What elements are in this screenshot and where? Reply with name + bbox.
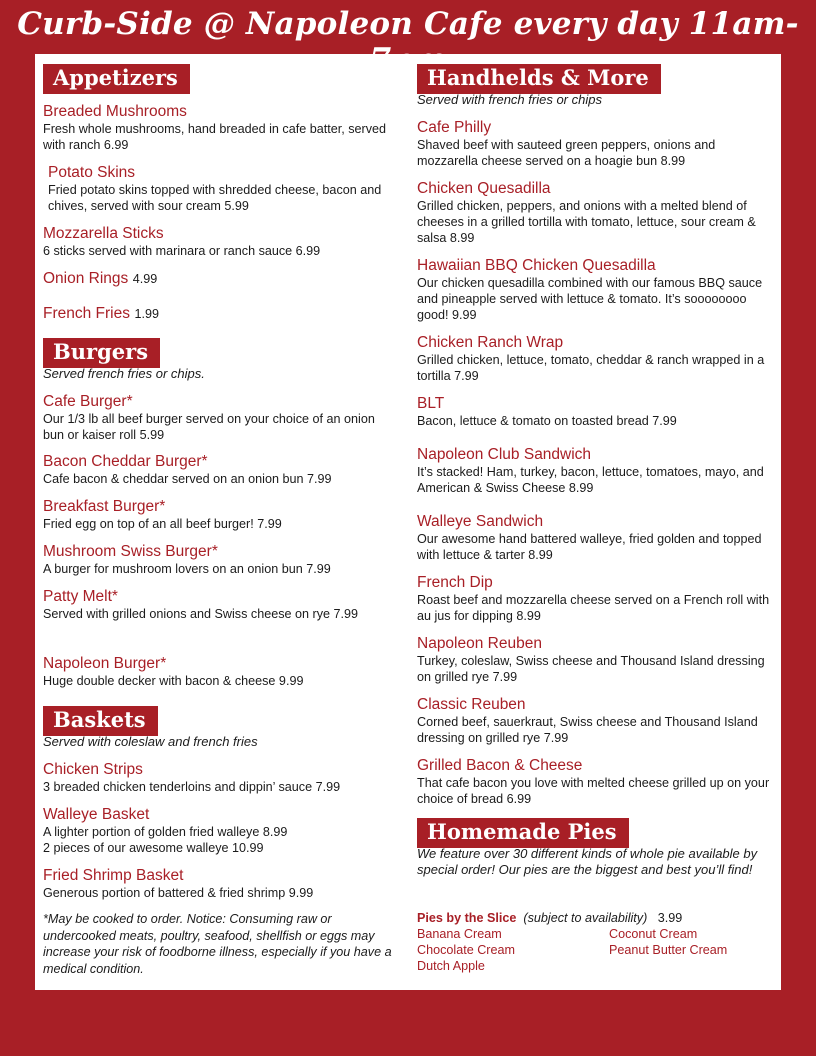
item-name: Chicken Strips [43, 761, 143, 778]
item-description: 6 sticks served with marinara or ranch sauce 6.99 [43, 244, 321, 258]
item-description: Turkey, coleslaw, Swiss cheese and Thousand Island dressing on grilled rye 7.99 [417, 654, 765, 684]
item-name: Potato Skins [48, 164, 136, 181]
food-safety-disclaimer: *May be cooked to order. Notice: Consuming raw or undercooked meats, poultry, seafood, shellfish or eggs may increase your risk of foodborne illness, especially if you have a medical condition. [43, 912, 392, 976]
item-name: Chicken Ranch Wrap [417, 334, 564, 351]
pies-slice-price: 3.99 [657, 911, 683, 925]
menu-headline: Curb-Side @ Napoleon Cafe every day 11am- [17, 6, 799, 42]
item-description: A burger for mushroom lovers on an onion bun 7.99 [43, 562, 331, 576]
pies-slice-note: (subject to availability) [523, 911, 648, 925]
menu-item [43, 867, 399, 901]
appetizers-title: Appetizers [43, 64, 190, 94]
menu-item [417, 635, 777, 685]
item-price: 4.99 [132, 272, 158, 286]
item-description: Huge double decker with bacon & cheese 9.99 [43, 674, 304, 688]
item-description: Shaved beef with sauteed green peppers, onions and mozzarella cheese served on a hoagie bun 8.99 [417, 138, 716, 168]
item-name: Napoleon Reuben [417, 635, 542, 652]
item-name: Chicken Quesadilla [417, 180, 551, 197]
item-name: BLT [417, 395, 445, 412]
item-price: 1.99 [134, 307, 159, 321]
menu-item [43, 305, 399, 323]
item-name: Bacon Cheddar Burger* [43, 453, 208, 470]
menu-item [43, 806, 399, 856]
handhelds-title: Handhelds & More [417, 64, 661, 94]
item-name: Walleye Basket [43, 806, 150, 823]
pie-flavor: Dutch Apple [417, 959, 485, 973]
baskets-note: Served with coleslaw and french fries [43, 734, 258, 749]
item-name: Hawaiian BBQ Chicken Quesadilla [417, 257, 656, 274]
handhelds-note: Served with french fries or chips [417, 92, 602, 107]
menu-item [417, 446, 777, 496]
pie-flavor-list [417, 926, 777, 974]
item-description: Served with grilled onions and Swiss cheese on rye 7.99 [43, 607, 359, 621]
menu-panel [35, 54, 781, 990]
item-description: Fresh whole mushrooms, hand breaded in cafe batter, served with ranch 6.99 [43, 122, 387, 152]
item-name: Napoleon Burger* [43, 655, 167, 672]
burgers-heading [43, 338, 399, 368]
menu-item [417, 119, 777, 169]
item-name: Mozzarella Sticks [43, 225, 164, 242]
item-description: Grilled chicken, lettuce, tomato, cheddar & ranch wrapped in a tortilla 7.99 [417, 353, 765, 383]
menu-item [417, 334, 777, 384]
item-description: Cafe bacon & cheddar served on an onion bun 7.99 [43, 472, 332, 486]
pies-slice-label: Pies by the Slice [417, 911, 517, 925]
item-description: Fried egg on top of an all beef burger! 7.99 [43, 517, 282, 531]
pies-note: We feature over 30 different kinds of whole pie available by special order! Our pies are the biggest and best you’ll find! [417, 846, 758, 877]
menu-item [417, 180, 777, 246]
pies-heading [417, 818, 777, 848]
item-description: 2 pieces of our awesome walleye 10.99 [43, 841, 264, 855]
item-name: Walleye Sandwich [417, 513, 544, 530]
item-description: Grilled chicken, peppers, and onions with a melted blend of cheeses in a grilled tortilla with tomato, lettuce, sour cream & salsa 8.99 [417, 199, 756, 245]
item-name: Classic Reuben [417, 696, 526, 713]
menu-item [43, 393, 399, 443]
item-name: Napoleon Club Sandwich [417, 446, 592, 463]
handhelds-heading [417, 64, 777, 94]
item-description: Fried potato skins topped with shredded cheese, bacon and chives, served with sour cream 5.99 [48, 183, 382, 213]
menu-item [43, 543, 399, 577]
burgers-note: Served french fries or chips. [43, 366, 205, 381]
item-name: Breakfast Burger* [43, 498, 166, 515]
menu-item [417, 574, 777, 624]
item-description: Generous portion of battered & fried shrimp 9.99 [43, 886, 314, 900]
item-description: Our chicken quesadilla combined with our famous BBQ sauce and pineapple served with lettuce & tomato. It’s soooooooo good! 9.99 [417, 276, 763, 322]
pies-title: Homemade Pies [417, 818, 629, 848]
item-description: It’s stacked! Ham, turkey, bacon, lettuce, tomatoes, mayo, and American & Swiss Cheese 8.99 [417, 465, 764, 495]
item-name: Grilled Bacon & Cheese [417, 757, 583, 774]
item-name: Cafe Burger* [43, 393, 133, 410]
menu-item [417, 257, 777, 323]
pie-flavor: Banana Cream [417, 927, 502, 941]
item-description: Corned beef, sauerkraut, Swiss cheese and Thousand Island dressing on grilled rye 7.99 [417, 715, 758, 745]
pies-by-slice [417, 910, 777, 926]
item-name: Mushroom Swiss Burger* [43, 543, 218, 560]
item-description: A lighter portion of golden fried walleye 8.99 [43, 825, 288, 839]
item-description: Bacon, lettuce & tomato on toasted bread 7.99 [417, 414, 677, 428]
menu-item [43, 103, 399, 153]
item-name: Fried Shrimp Basket [43, 867, 184, 884]
baskets-heading [43, 706, 399, 736]
item-description: Our awesome hand battered walleye, fried golden and topped with lettuce & tarter 8.99 [417, 532, 762, 562]
menu-item [417, 696, 777, 746]
item-name: French Dip [417, 574, 493, 591]
menu-item [43, 498, 399, 532]
item-description: 3 breaded chicken tenderloins and dippin’ sauce 7.99 [43, 780, 341, 794]
menu-item [43, 761, 399, 795]
pie-flavor: Coconut Cream [609, 927, 698, 941]
appetizers-heading [43, 64, 399, 94]
burgers-title: Burgers [43, 338, 160, 368]
menu-item [43, 453, 399, 487]
item-description: Our 1/3 lb all beef burger served on your choice of an onion bun or kaiser roll 5.99 [43, 412, 375, 442]
menu-item [417, 513, 777, 563]
menu-item [43, 270, 399, 288]
menu-item [48, 164, 388, 214]
menu-item [417, 757, 777, 807]
item-description: Roast beef and mozzarella cheese served on a French roll with au jus for dipping 8.99 [417, 593, 770, 623]
menu-item [43, 225, 399, 259]
menu-item [43, 588, 399, 622]
item-name: Patty Melt* [43, 588, 118, 605]
menu-item [417, 395, 777, 429]
item-name: Onion Rings [43, 270, 129, 287]
pie-flavor: Peanut Butter Cream [609, 943, 728, 957]
baskets-title: Baskets [43, 706, 158, 736]
item-name: Breaded Mushrooms [43, 103, 187, 120]
pie-flavor: Chocolate Cream [417, 943, 515, 957]
item-name: Cafe Philly [417, 119, 492, 136]
item-name: French Fries [43, 305, 130, 322]
menu-item [43, 655, 399, 689]
item-description: That cafe bacon you love with melted cheese grilled up on your choice of bread 6.99 [417, 776, 770, 806]
